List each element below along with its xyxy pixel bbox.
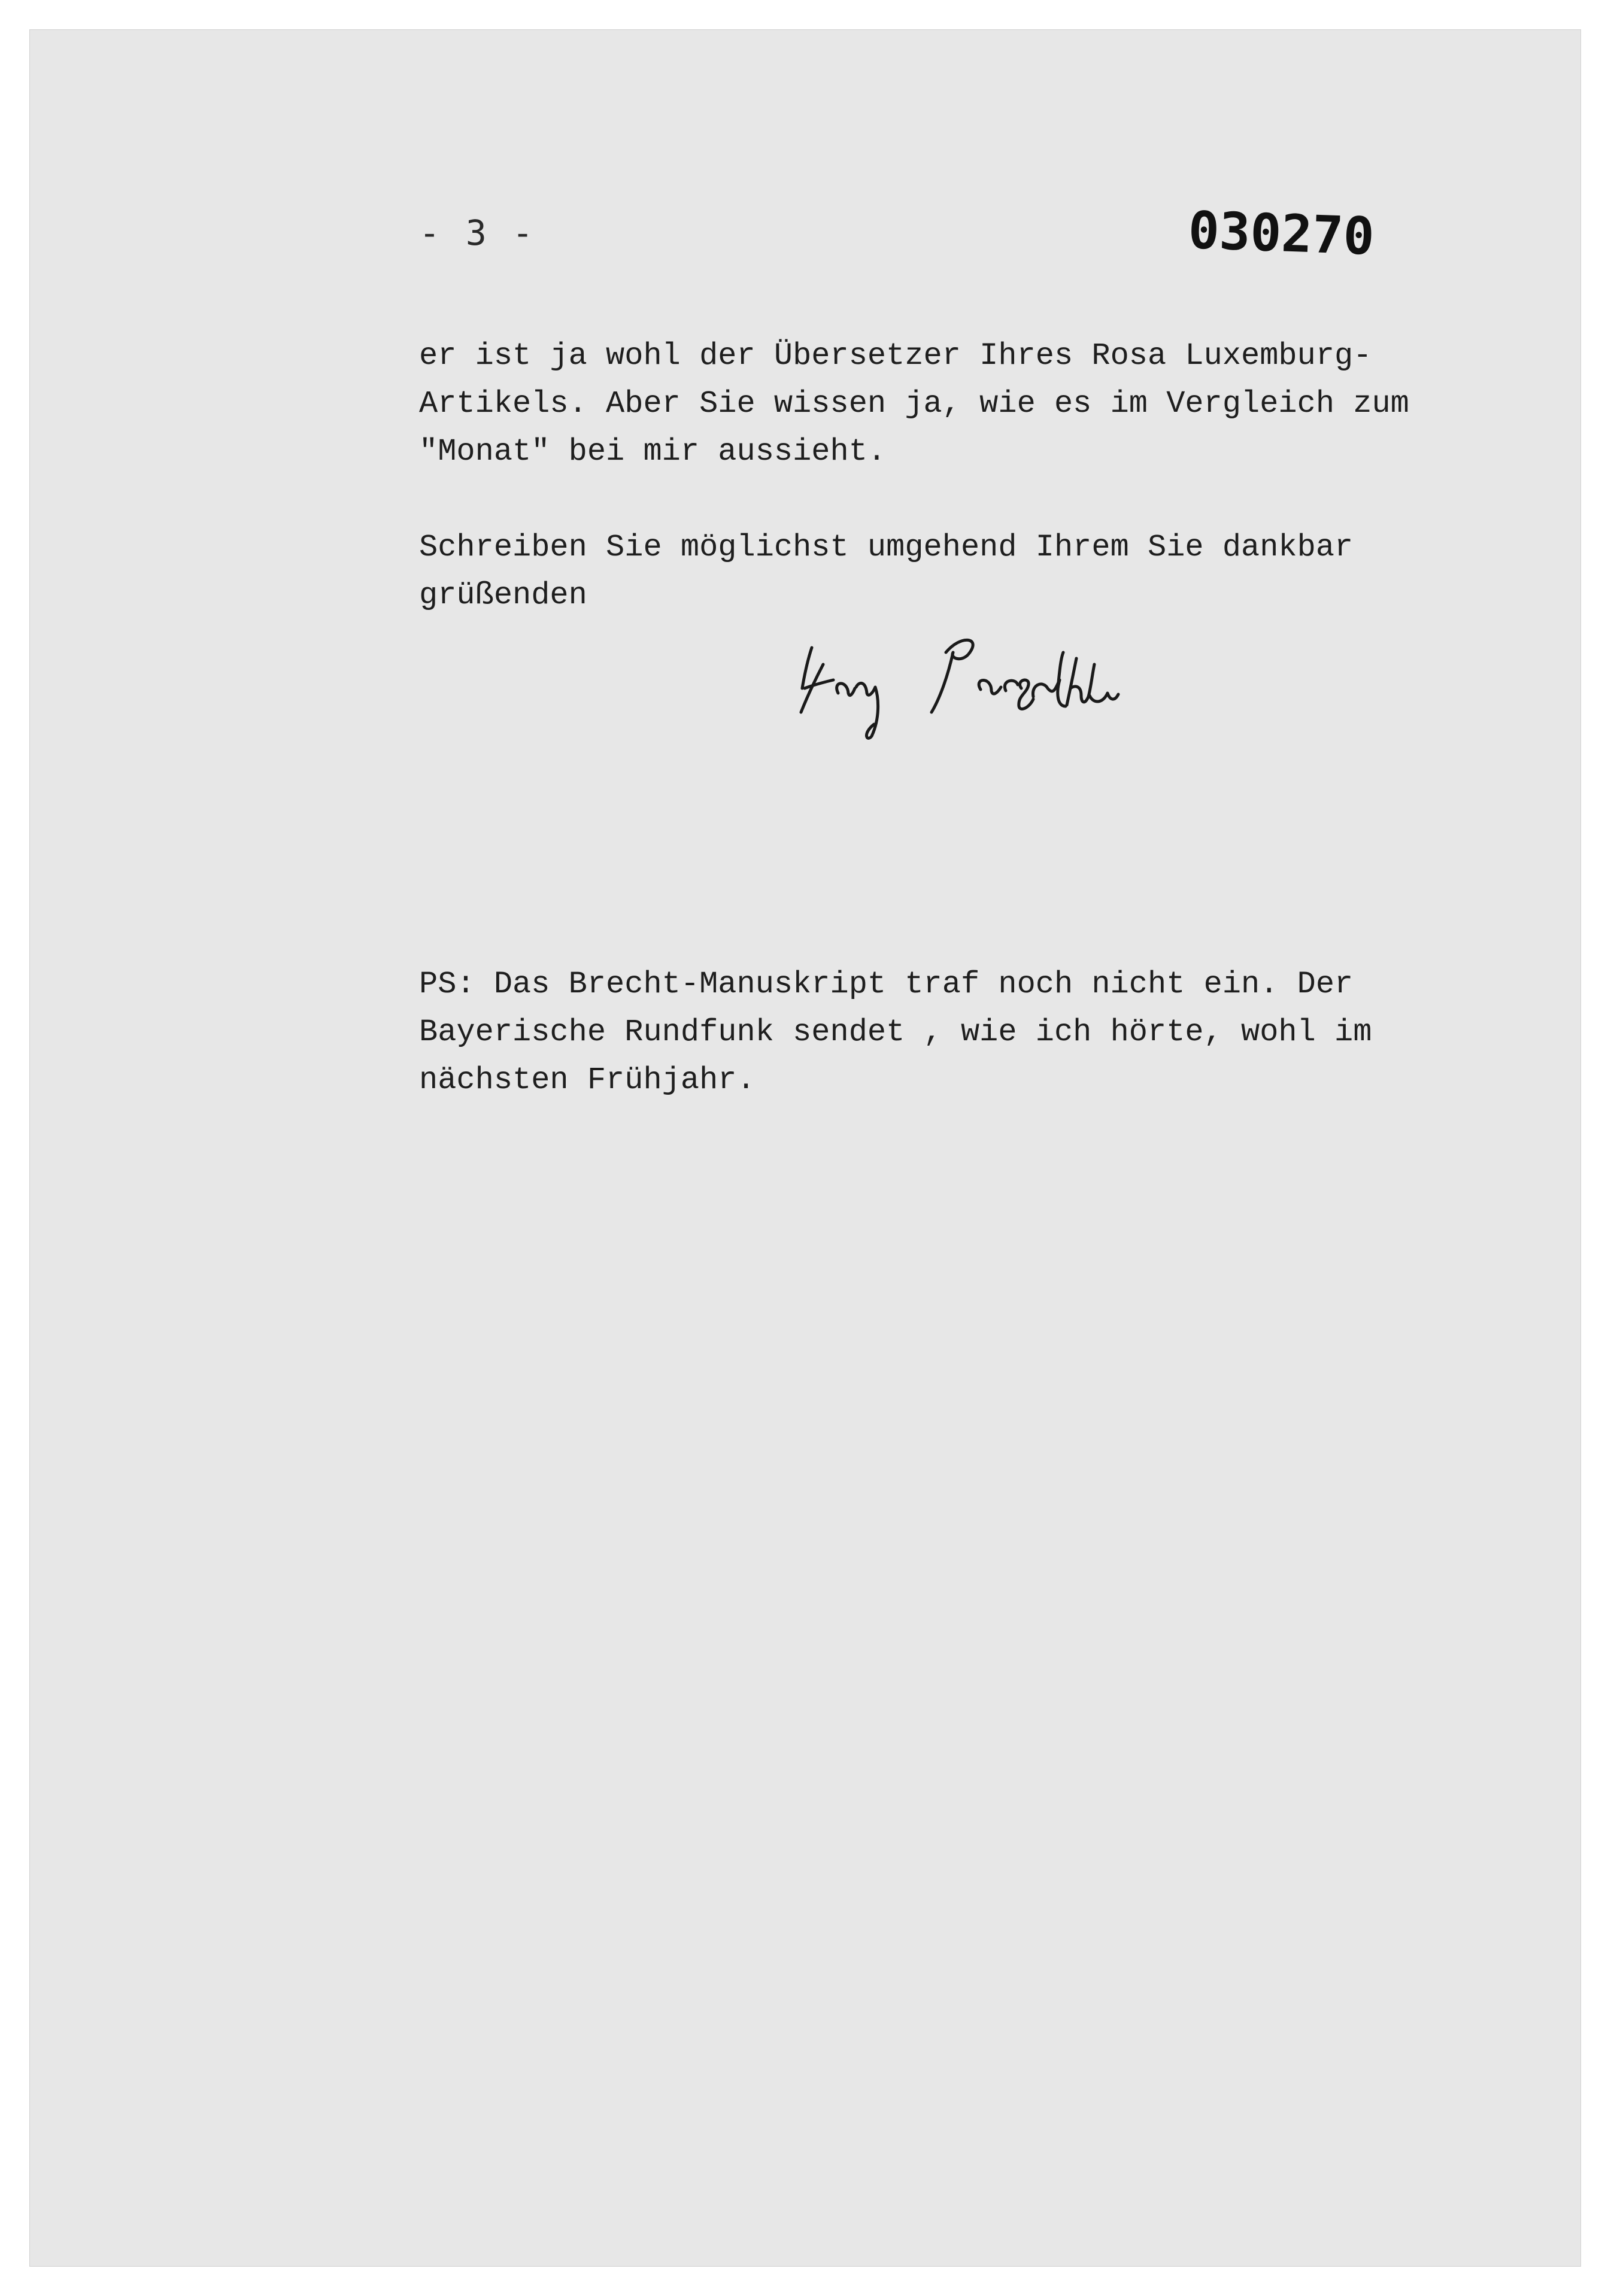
postscript — [419, 961, 1372, 1104]
archive-number-stamp: 030270 — [1187, 201, 1376, 267]
text-line: PS: Das Brecht-Manuskript traf noch nicht ein. Der — [419, 967, 1354, 1002]
text-line: Schreiben Sie möglichst umgehend Ihrem Sie dankbar — [419, 530, 1354, 565]
paragraph-body — [419, 332, 1409, 476]
text-line: "Monat" bei mir aussieht. — [419, 434, 887, 469]
text-line: er ist ja wohl der Übersetzer Ihres Rosa Luxemburg- — [419, 338, 1372, 373]
text-line: Artikels. Aber Sie wissen ja, wie es im Vergleich zum — [419, 386, 1409, 421]
text-line: Bayerische Rundfunk sendet , wie ich hörte, wohl im — [419, 1015, 1372, 1050]
handwritten-signature — [790, 622, 1161, 760]
paragraph-closing — [419, 524, 1353, 619]
page-number: - 3 - — [419, 212, 536, 253]
text-line: nächsten Frühjahr. — [419, 1062, 756, 1098]
document-page — [30, 30, 1580, 2266]
text-line: grüßenden — [419, 578, 587, 613]
